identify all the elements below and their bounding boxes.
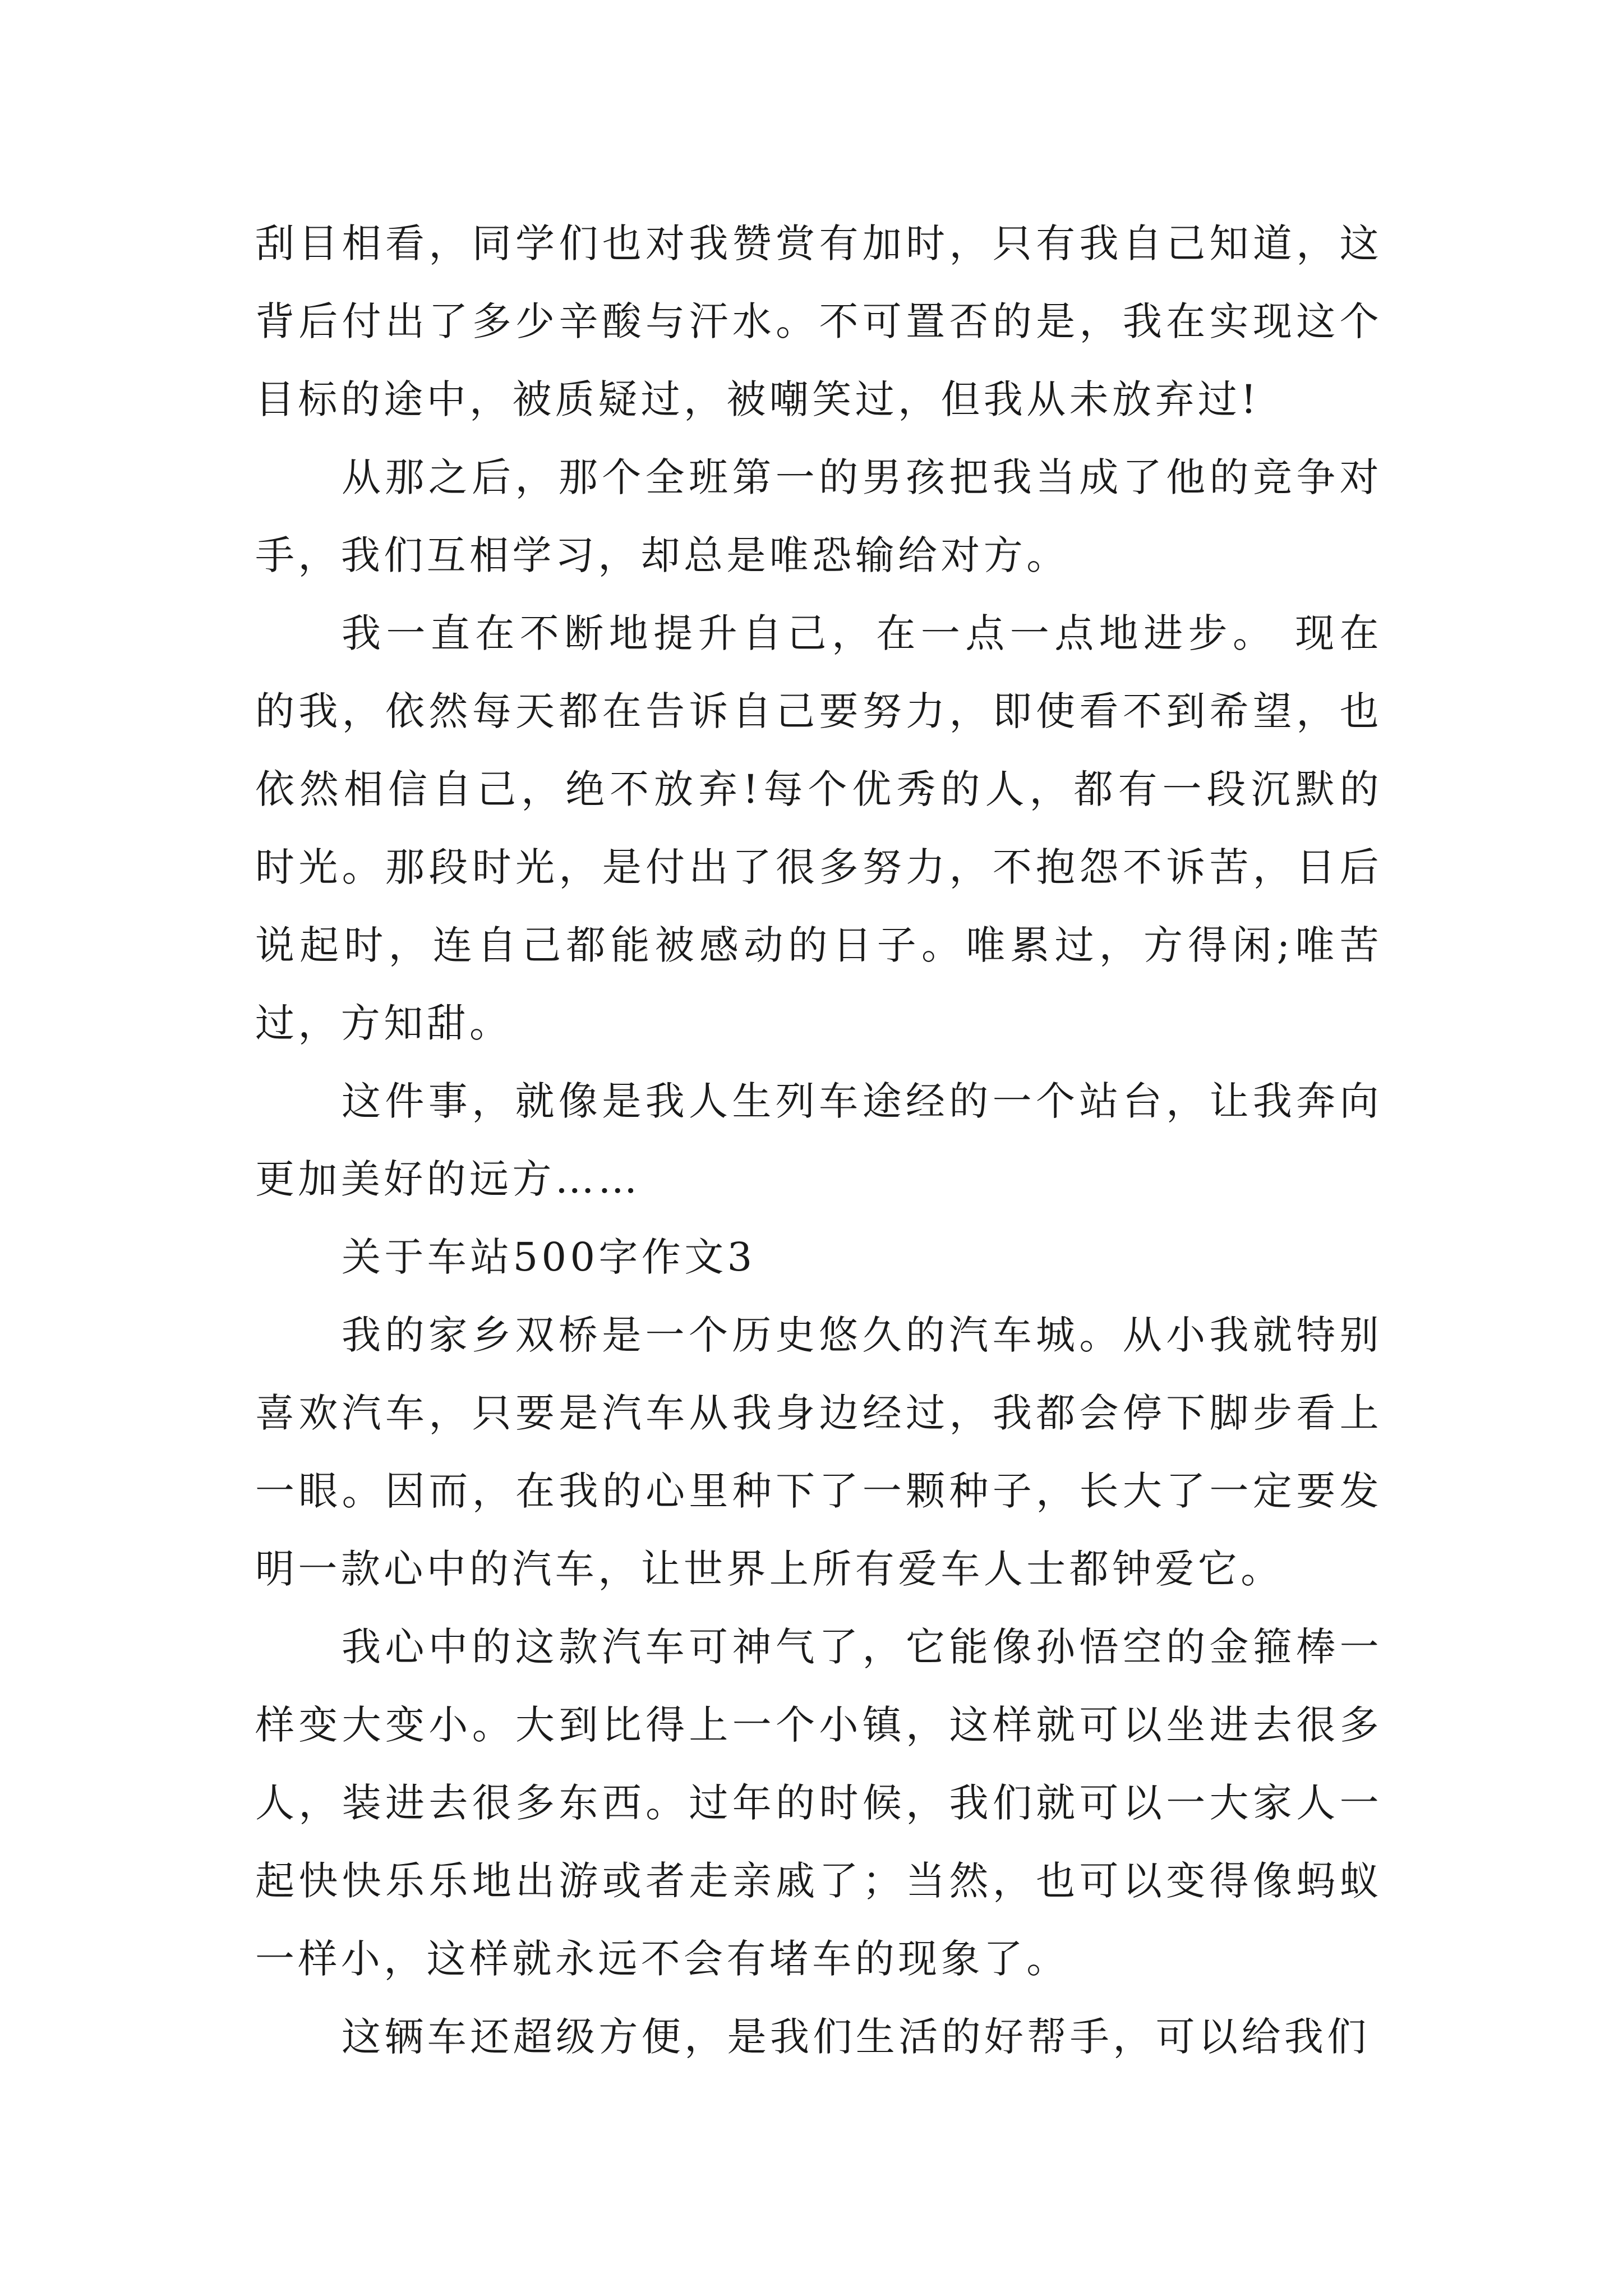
paragraph-hometown: 我的家乡双桥是一个历史悠久的汽车城。从小我就特别喜欢汽车，只要是汽车从我身边经过，我都会停下脚步看上一眼。因而，在我的心里种下了一颗种子，长大了一定要发明一款心中的汽车，让世界上所有爱车人士都钟爱它。 [255,1312,1382,1592]
paragraph-station: 这件事，就像是我人生列车途经的一个站台，让我奔向更加美好的远方…… [255,1078,1382,1202]
paragraph-continuation: 刮目相看，同学们也对我赞赏有加时，只有我自己知道，这背后付出了多少辛酸与汗水。不可置否的是，我在实现这个目标的途中，被质疑过，被嘲笑过，但我从未放弃过! [255,220,1382,422]
paragraph-car-helper: 这辆车还超级方便，是我们生活的好帮手，可以给我们 [342,2014,1370,2060]
essay-body [255,205,1382,2076]
paragraph-progress: 我一直在不断地提升自己，在一点一点地进步。 现在的我，依然每天都在告诉自己要努力，即使看不到希望，也依然相信自己，绝不放弃!每个优秀的人，都有一段沉默的时光。那段时光，是付出了很多努力，不抱怨不诉苦，日后说起时，连自己都能被感动的日子。唯累过，方得闲;唯苦过，方知甜。 [255,610,1382,1046]
paragraph-rival: 从那之后，那个全班第一的男孩把我当成了他的竞争对手，我们互相学习，却总是唯恐输给对方。 [255,454,1382,578]
paragraph-car-size: 我心中的这款汽车可神气了，它能像孙悟空的金箍棒一样变大变小。大到比得上一个小镇，这样就可以坐进去很多人，装进去很多东西。过年的时候，我们就可以一大家人一起快快乐乐地出游或者走亲戚了；当然，也可以变得像蚂蚁一样小，这样就永远不会有堵车的现象了。 [255,1624,1382,1982]
essay-heading: 关于车站500字作文3 [342,1234,756,1280]
